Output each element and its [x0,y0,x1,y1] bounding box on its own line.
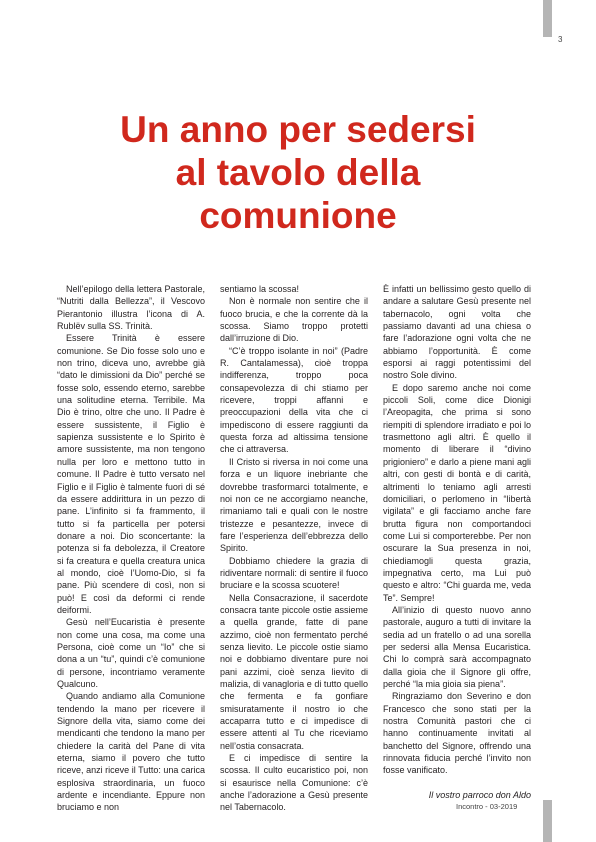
paragraph: È infatti un bellissimo gesto quello di andare a salutare Gesù presente nel tabernacolo, ogni volta che passiamo davanti ad una chiesa o fare l’adorazione ogni volta che ne abbiamo l’opportunità. È come esporsi ai raggi potentissimi del nostro Sole divino. [383,284,531,381]
title-line: al tavolo della [175,152,421,193]
page-number: 3 [558,35,563,44]
paragraph: E dopo saremo anche noi come piccoli Soli, come dice Dionigi l’Areopagita, che prima si sono riempiti di splendore irradiato e poi lo trasmettono agli altri. È quello il momento di liberare il “divino prigioniero” e darlo a piene mani agli altri, con gesti di bontà e di carità, altrimenti lo teniamo agli arresti domiciliari, o perlomeno in “libertà vigilata” e gli facciamo anche fare brutta figura non comportandoci come Lui si comporterebbe. Per non oscurare la Sua presenza in noi, chiediamogli questa grazia, impegnativa certo, ma Lui può questo e altro: “Chi guarda me, veda Te”. Sempre! [383,382,531,603]
text-column-3 [383,283,531,801]
page-tab-bottom [543,800,552,842]
paragraph: E ci impedisce di sentire la scossa. Il culto eucaristico poi, non si esaurisce nella Comunione: c’è anche l’adorazione a Gesù presente nel Tabernacolo. [220,753,368,813]
title-line: comunione [199,195,397,236]
page-tab-top [543,0,552,37]
paragraph: sentiamo la scossa! [220,284,300,294]
text-column-2 [220,283,368,814]
paragraph: Essere Trinità è essere comunione. Se Dio fosse solo uno e non trino, diceva uno, avrebbe già “dato le dimissioni da Dio” perché se fosse solo, essendo eterno, sarebbe una solitudine eterna. Terribile. Ma Dio è trino, oltre che uno. Il Padre è essere sussistente, il Figlio è sapienza sussistente e lo Spirito è amore sussistente, ma non tengono nulla per loro e mettono tutto in comune. Il Padre è tutto versato nel Figlio e il Figlio è talmente fuori di sé da essere addirittura in un pezzo di pane. L’infinito si fa frammento, il tutto si fa particella per potersi donare a noi. Dio sconcertante: la potenza si fa debolezza, il Creatore si fa creatura e quella creatura unica al mondo, cioè l’Uomo-Dio, si fa pane. Più scendere di così, non si può! E così da deformi ci rende deiformi. [57,333,205,615]
paragraph: Quando andiamo alla Comunione tendendo la mano per ricevere il Signore della vita, siamo come dei mendicanti che tendono la mano per chiedere la carità del Pane di vita eterna, siamo il povero che tutto riceve, anzi riceve il Tutto: una carica esplosiva straordinaria, un fuoco ardente e incendiante. Eppure non bruciamo e non [57,691,205,813]
paragraph: “C’è troppo isolante in noi” (Padre R. Cantalamessa), cioè troppa indifferenza, troppo poca consapevolezza di chi stiamo per ricevere, troppi affanni e preoccupazioni della vita che ci impediscono di essere raggiunti da questa forza ad altissima tensione che ci attraversa. [220,345,368,455]
signature: Il vostro parroco don Aldo [428,789,531,800]
paragraph: Dobbiamo chiedere la grazia di ridiventare normali: di sentire il fuoco bruciare e la scossa scuotere! [220,555,368,591]
paragraph: All’inizio di questo nuovo anno pastorale, auguro a tutti di invitare la sedia ad un fratello o ad una sorella per sedersi alla Mensa Eucaristica. Chi lo comprà sarà accompagnato dalla gioia che il Signore gli offre, perché “la mia gioia sia piena”. [383,604,531,689]
paragraph: Non è normale non sentire che il fuoco brucia, e che la corrente dà la scossa. Siamo troppo protetti dall’irruzione di Dio. [220,296,368,344]
text-column-1 [57,283,205,814]
paragraph: Gesù nell’Eucaristia è presente non come una cosa, ma come una Persona, cioè come un “Io” che si dona a un “tu”, quindi c’è comunione di persone, incontriamo veramente Qualcuno. [57,617,205,689]
footer-issue: Incontro - 03-2019 [456,802,518,811]
paragraph: Nell’epilogo della lettera Pastorale, “Nutriti dalla Bellezza”, il Vescovo Pierantonio illustra l’icona di A. Rublëv sulla SS. Trinità. [57,284,205,332]
paragraph: Il Cristo si riversa in noi come una forza e un liquore inebriante che dovrebbe trasformarci totalmente, e noi non ce ne accorgiamo neanche, rimaniamo tali e quali con le nostre tristezze e pesantezze, invece di fare l’esperienza dell’ebbrezza dello Spirito. [220,456,368,554]
article-title [40,108,556,237]
title-line: Un anno per sedersi [120,109,476,150]
paragraph: Ringraziamo don Severino e don Francesco che sono stati per la nostra Comunità pastori che ci hanno continuamente invitati al banchetto del Signore, offrendo una rinnovata fiducia perché l’invito non fosse vanificato. [383,691,531,776]
paragraph: Nella Consacrazione, il sacerdote consacra tante piccole ostie assieme a quella grande, fatte di pane azzimo, cioè non fermentato perché senza lievito. Le piccole ostie siamo noi e dobbiamo diventare pure noi pani azzimi, cioè senza lievito di malizia, di vanagloria e di tutto quello che fermenta e fa gonfiare smisuratamente il nostro io che accaparra tutto e ci impedisce di essere attenti al Tu che riceviamo nell’ostia consacrata. [220,592,368,751]
